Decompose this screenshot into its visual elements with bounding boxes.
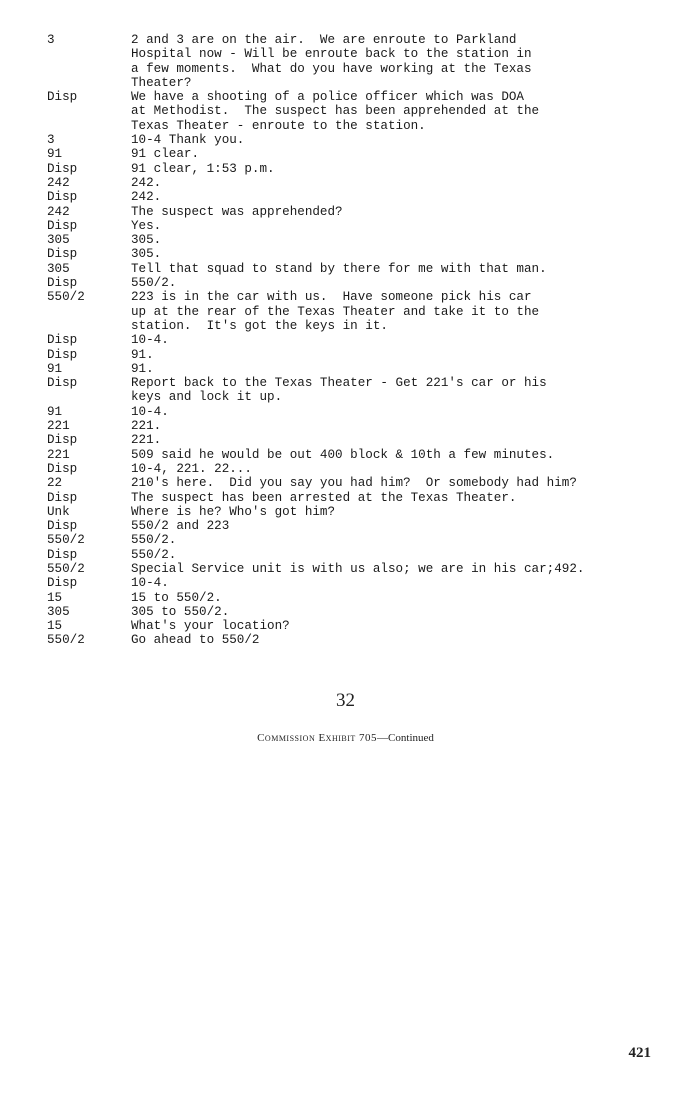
speaker-label: 3 xyxy=(47,133,55,148)
transcript-entry xyxy=(0,491,691,505)
transcript-entry xyxy=(0,147,691,161)
transcript-entry xyxy=(0,519,691,533)
message-line: 305. xyxy=(131,247,162,262)
transcript-entry xyxy=(0,462,691,476)
speaker-label: Disp xyxy=(47,490,78,505)
speaker-label: 91 xyxy=(47,147,63,162)
speaker-label: 305 xyxy=(47,604,70,619)
message-line: 550/2. xyxy=(131,533,177,548)
transcript-entry xyxy=(0,262,691,276)
transcript-entry xyxy=(0,619,691,633)
speaker-label: 550/2 xyxy=(47,561,85,576)
transcript-entry xyxy=(0,505,691,519)
message-line: Theater? xyxy=(131,75,192,90)
message-line: 509 said he would be out 400 block & 10th a few minutes. xyxy=(131,447,555,462)
message-line: 223 is in the car with us. Have someone pick his car xyxy=(131,290,532,305)
transcript-entry xyxy=(0,362,691,376)
message-line: What's your location? xyxy=(131,619,290,634)
speaker-label: 305 xyxy=(47,261,70,276)
message-line: Tell that squad to stand by there for me with that man. xyxy=(131,261,547,276)
transcript-entry xyxy=(0,476,691,490)
transcript-entry xyxy=(0,133,691,147)
message-line: 2 and 3 are on the air. We are enroute to Parkland xyxy=(131,33,517,47)
message-line: 10-4. xyxy=(131,333,169,348)
speaker-label: 550/2 xyxy=(47,533,85,548)
transcript-entry xyxy=(0,233,691,247)
message-line: 242. xyxy=(131,175,162,190)
message-line: 550/2 and 223 xyxy=(131,519,230,534)
message-line: Report back to the Texas Theater - Get 221's car or his xyxy=(131,376,547,391)
message-line: 550/2. xyxy=(131,547,177,562)
transcript-entry xyxy=(0,290,691,333)
speaker-label: 22 xyxy=(47,476,63,491)
speaker-label: 242 xyxy=(47,204,70,219)
speaker-label: Disp xyxy=(47,433,78,448)
exhibit-caption xyxy=(0,732,691,744)
transcript-entry xyxy=(0,591,691,605)
speaker-label: Disp xyxy=(47,218,78,233)
transcript-entry xyxy=(0,419,691,433)
speaker-label: 15 xyxy=(47,590,63,605)
transcript-entry xyxy=(0,376,691,405)
message-line: Texas Theater - enroute to the station. xyxy=(131,118,426,133)
message-line: 91 clear, 1:53 p.m. xyxy=(131,161,275,176)
transcript-entry xyxy=(0,176,691,190)
message-line: 305 to 550/2. xyxy=(131,604,230,619)
message-line: keys and lock it up. xyxy=(131,390,283,405)
exhibit-suffix: —Continued xyxy=(377,732,434,744)
speaker-label: Disp xyxy=(47,576,78,591)
transcript-entry xyxy=(0,90,691,133)
message-line: Go ahead to 550/2 xyxy=(131,633,260,648)
message-line: 10-4 Thank you. xyxy=(131,133,245,148)
message-line: Yes. xyxy=(131,218,162,233)
speaker-label: 550/2 xyxy=(47,633,85,648)
transcript-entry xyxy=(0,33,691,90)
message-line: Where is he? Who's got him? xyxy=(131,504,336,519)
transcript-entry xyxy=(0,633,691,647)
transcript-entry xyxy=(0,348,691,362)
speaker-label: Disp xyxy=(47,461,78,476)
transcript-entry xyxy=(0,405,691,419)
message-line: 15 to 550/2. xyxy=(131,590,222,605)
message-line: station. It's got the keys in it. xyxy=(131,318,388,333)
page-number: 32 xyxy=(336,690,355,711)
transcript-entry xyxy=(0,433,691,447)
message-line: 10-4. xyxy=(131,576,169,591)
transcript-entry xyxy=(0,576,691,590)
transcript-entry xyxy=(0,548,691,562)
message-line: 221. xyxy=(131,433,162,448)
message-line: 305. xyxy=(131,233,162,248)
message-line: 550/2. xyxy=(131,276,177,291)
message-line: at Methodist. The suspect has been apprehended at the xyxy=(131,104,540,119)
message-line: Special Service unit is with us also; we are in his car;492. xyxy=(131,561,585,576)
speaker-label: Disp xyxy=(47,519,78,534)
transcript-entry xyxy=(0,533,691,547)
exhibit-label: Commission Exhibit 705 xyxy=(257,732,378,744)
message-line: 91. xyxy=(131,347,154,362)
message-line: The suspect has been arrested at the Texas Theater. xyxy=(131,490,517,505)
speaker-label: 15 xyxy=(47,619,63,634)
transcript-entry xyxy=(0,562,691,576)
transcript-entry xyxy=(0,605,691,619)
message-line: up at the rear of the Texas Theater and take it to the xyxy=(131,304,540,319)
message-line: 10-4. xyxy=(131,404,169,419)
message-line: The suspect was apprehended? xyxy=(131,204,343,219)
transcript-entry xyxy=(0,190,691,204)
speaker-label: 3 xyxy=(47,33,55,47)
transcript-entry xyxy=(0,276,691,290)
speaker-label: Disp xyxy=(47,547,78,562)
message-line: 210's here. Did you say you had him? Or somebody had him? xyxy=(131,476,577,491)
transcript-entry xyxy=(0,205,691,219)
radio-transcript xyxy=(0,33,691,648)
speaker-label: 242 xyxy=(47,175,70,190)
transcript-entry xyxy=(0,162,691,176)
speaker-label: Disp xyxy=(47,190,78,205)
speaker-label: 91 xyxy=(47,404,63,419)
message-line: 10-4, 221. 22... xyxy=(131,461,252,476)
transcript-entry xyxy=(0,333,691,347)
speaker-label: Disp xyxy=(47,347,78,362)
message-line: We have a shooting of a police officer which was DOA xyxy=(131,90,524,105)
transcript-entry xyxy=(0,219,691,233)
speaker-label: Disp xyxy=(47,276,78,291)
folio-number: 421 xyxy=(628,1045,651,1061)
speaker-label: 221 xyxy=(47,447,70,462)
message-line: Hospital now - Will be enroute back to the station in xyxy=(131,47,532,62)
transcript-entry xyxy=(0,448,691,462)
message-line: 242. xyxy=(131,190,162,205)
speaker-label: Disp xyxy=(47,161,78,176)
speaker-label: Disp xyxy=(47,90,78,105)
speaker-label: 91 xyxy=(47,361,63,376)
message-line: 91. xyxy=(131,361,154,376)
speaker-label: Disp xyxy=(47,247,78,262)
message-line: 91 clear. xyxy=(131,147,200,162)
speaker-label: 305 xyxy=(47,233,70,248)
transcript-entry xyxy=(0,247,691,261)
speaker-label: Disp xyxy=(47,333,78,348)
speaker-label: Disp xyxy=(47,376,78,391)
speaker-label: Unk xyxy=(47,504,70,519)
speaker-label: 550/2 xyxy=(47,290,85,305)
speaker-label: 221 xyxy=(47,419,70,434)
message-line: a few moments. What do you have working at the Texas xyxy=(131,61,532,76)
message-line: 221. xyxy=(131,419,162,434)
